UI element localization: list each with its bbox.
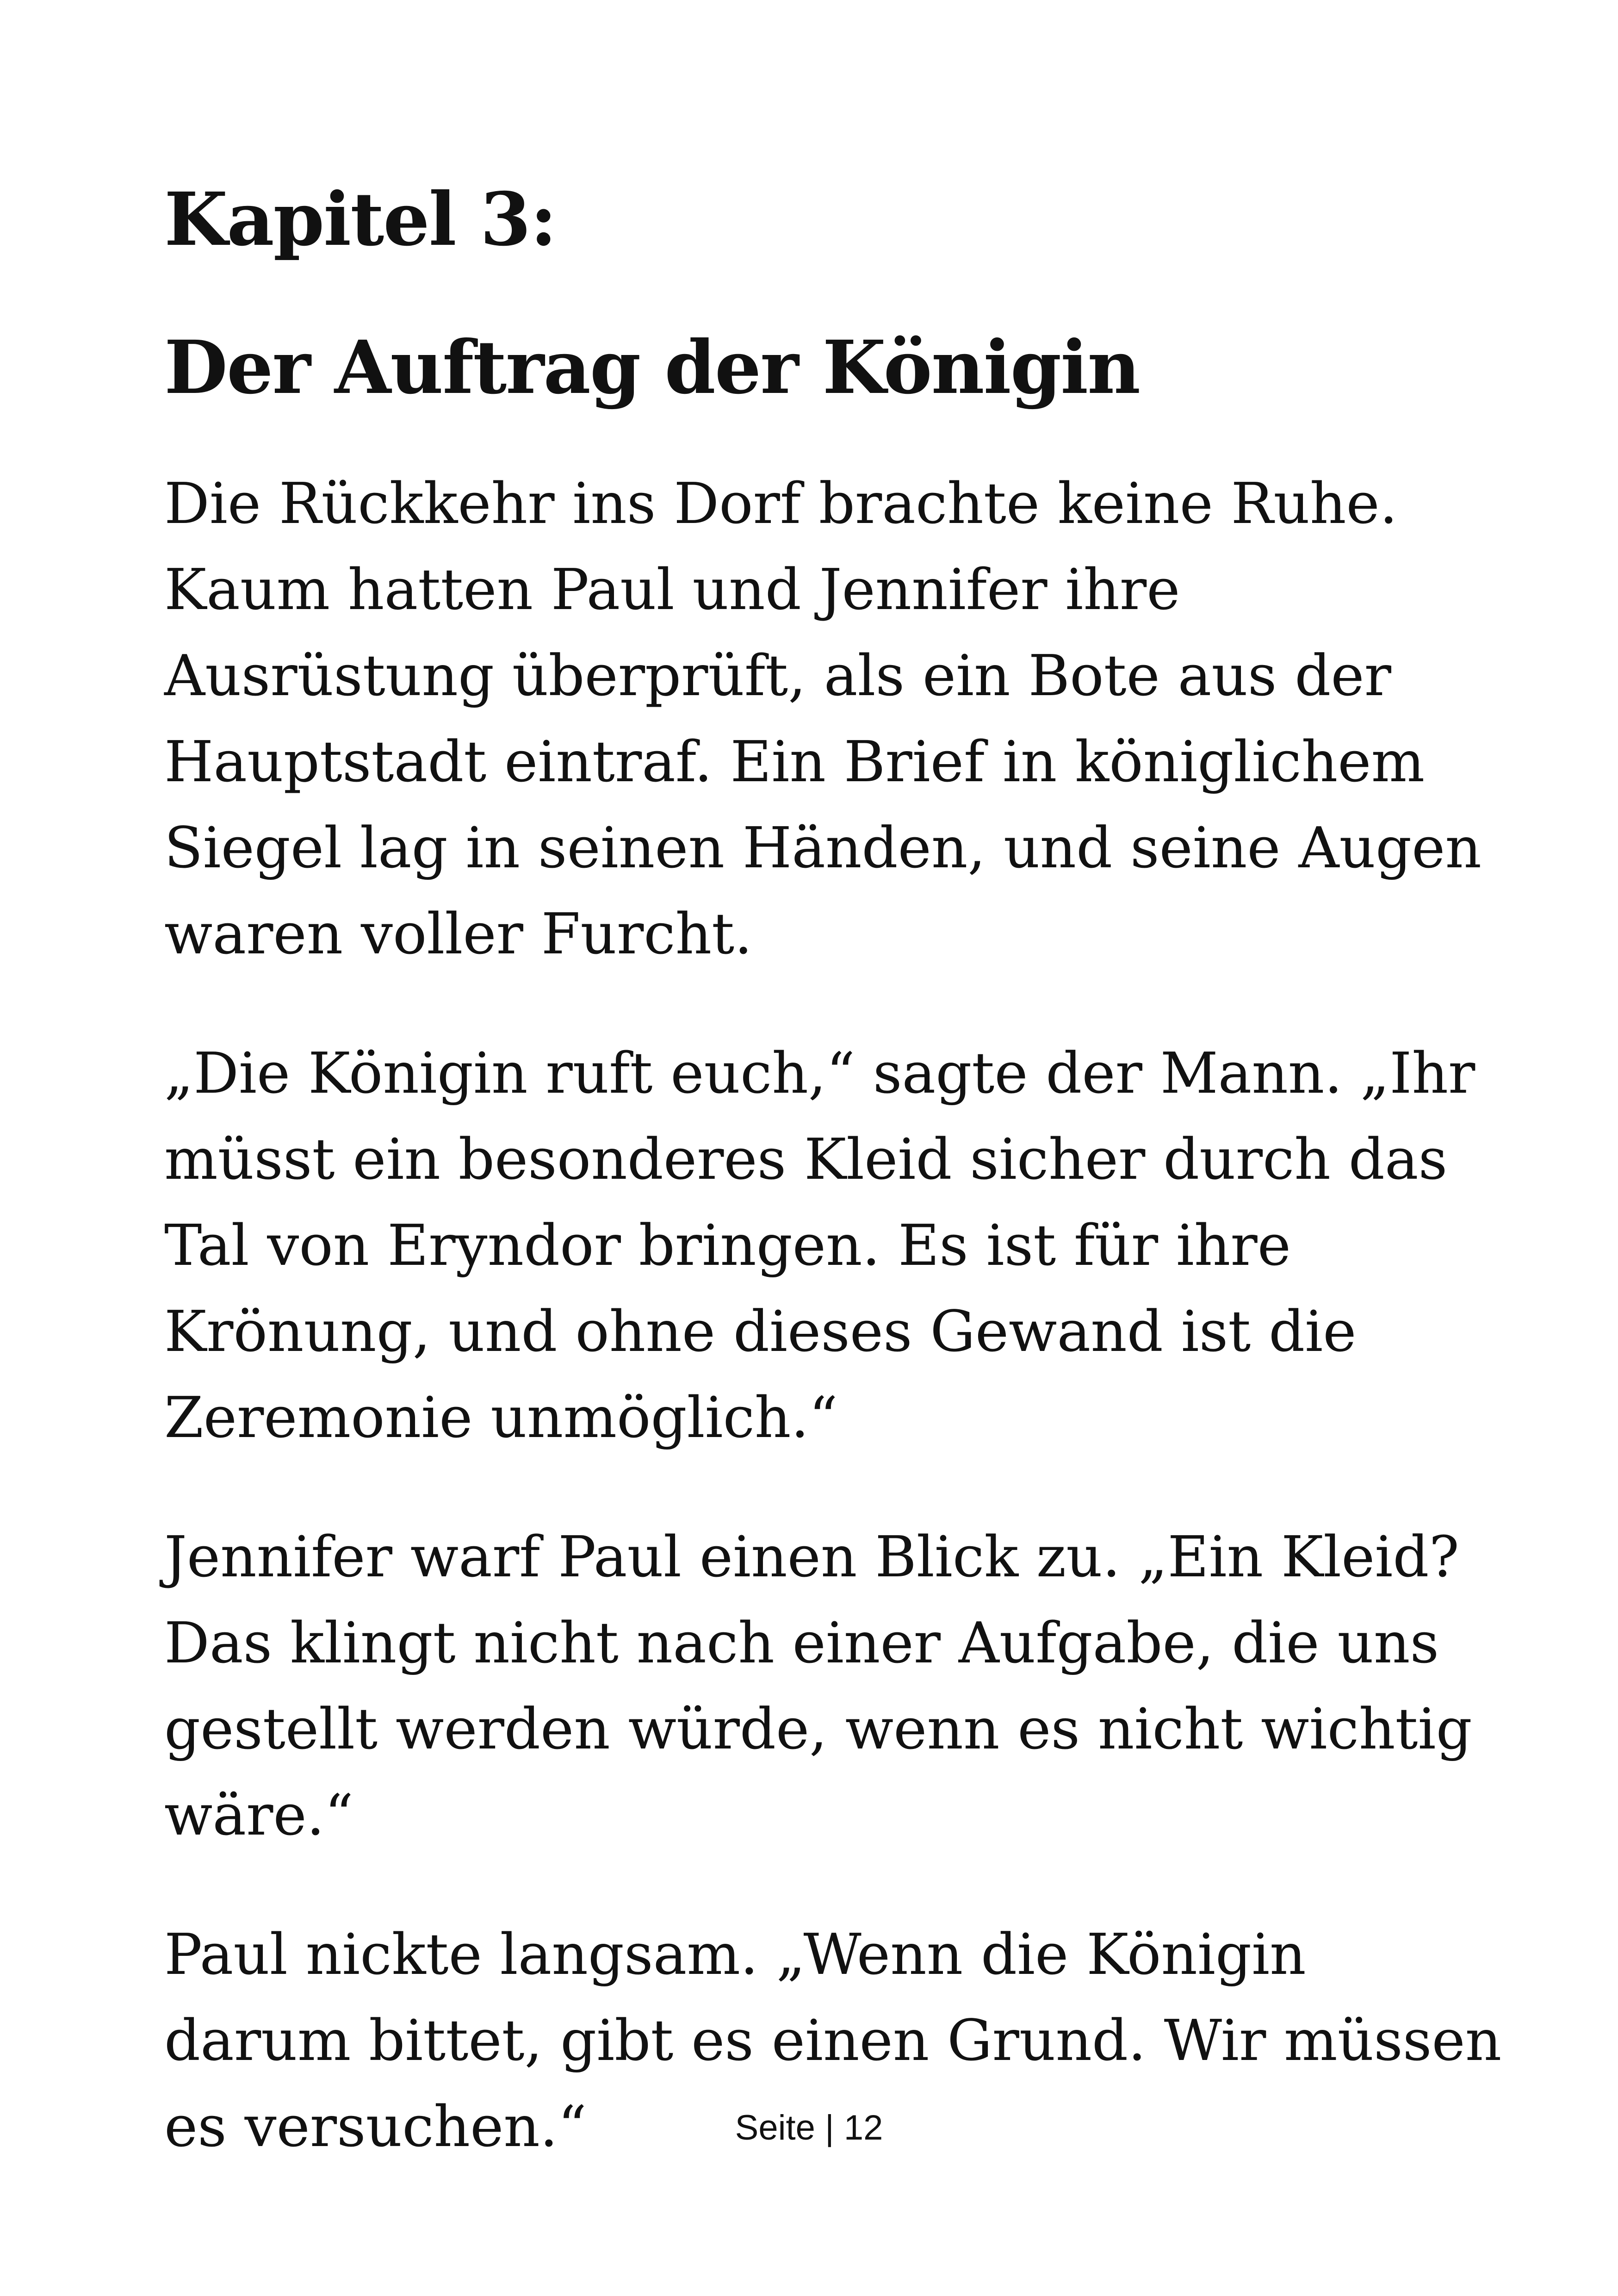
text-line: Jennifer warf Paul einen Blick zu. „Ein Kleid? bbox=[164, 1524, 1459, 1590]
paragraph-3 bbox=[164, 1514, 1472, 1858]
text-line: Zeremonie unmöglich.“ bbox=[164, 1385, 838, 1450]
text-line: es versuchen.“ bbox=[164, 2094, 587, 2159]
page-number-footer: Seite | 12 bbox=[735, 2108, 883, 2147]
text-line: Tal von Eryndor bringen. Es ist für ihre bbox=[164, 1213, 1291, 1278]
text-line: Siegel lag in seinen Händen, und seine Augen bbox=[164, 815, 1482, 881]
text-line: gestellt werden würde, wenn es nicht wichtig bbox=[164, 1696, 1472, 1762]
chapter-label: Kapitel 3: bbox=[164, 177, 556, 262]
text-line: müsst ein besonderes Kleid sicher durch das bbox=[164, 1126, 1448, 1192]
paragraph-2 bbox=[164, 1030, 1475, 1461]
text-line: darum bittet, gibt es einen Grund. Wir müssen bbox=[164, 2008, 1502, 2073]
chapter-title: Der Auftrag der Königin bbox=[164, 325, 1140, 411]
text-line: Kaum hatten Paul und Jennifer ihre bbox=[164, 557, 1180, 622]
text-line: Krönung, und ohne dieses Gewand ist die bbox=[164, 1299, 1357, 1364]
text-line: Hauptstadt eintraf. Ein Brief in königlichem bbox=[164, 729, 1425, 795]
text-line: waren voller Furcht. bbox=[164, 901, 752, 967]
text-line: wäre.“ bbox=[164, 1782, 353, 1848]
paragraph-1 bbox=[164, 460, 1482, 977]
page-content bbox=[164, 171, 1502, 2170]
text-line: Ausrüstung überprüft, als ein Bote aus der bbox=[164, 643, 1391, 709]
text-line: Paul nickte langsam. „Wenn die Königin bbox=[164, 1922, 1306, 1987]
text-line: „Die Königin ruft euch,“ sagte der Mann. „Ihr bbox=[164, 1040, 1475, 1106]
text-line: Die Rückkehr ins Dorf brachte keine Ruhe. bbox=[164, 471, 1398, 536]
text-line: Das klingt nicht nach einer Aufgabe, die uns bbox=[164, 1610, 1439, 1676]
